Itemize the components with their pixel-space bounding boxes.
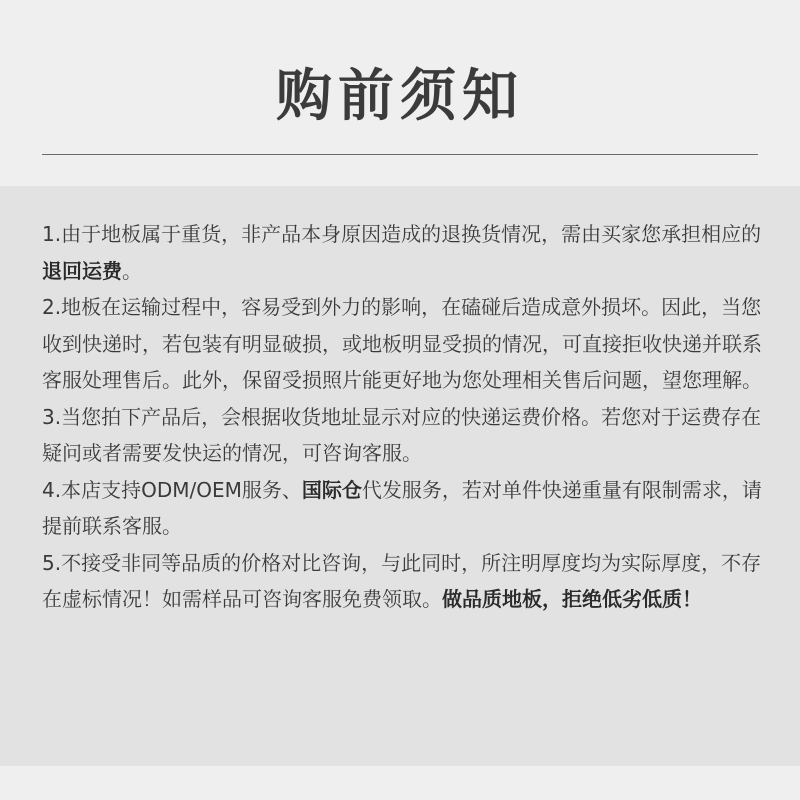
note-text: 3.当您拍下产品后，会根据收货地址显示对应的快递运费价格。若您对于运费存在疑问或者需要发快运的情况，可咨询客服。: [42, 404, 762, 465]
note-text: 4.本店支持ODM/OEM服务、: [42, 477, 302, 502]
note-text: 代发服务，若对单件快递重量有限制需求，请提前联系客服。: [42, 477, 762, 538]
note-emphasis-text: 做品质地板，拒绝低劣低质！: [442, 587, 702, 611]
notes-list: [42, 216, 762, 618]
page-title: 购前须知: [276, 64, 524, 129]
note-item: [42, 545, 762, 618]
note-text: 1.由于地板属于重货，非产品本身原因造成的退换货情况，需由买家您承担相应的: [42, 222, 762, 246]
note-item: [42, 399, 762, 472]
note-text: 。: [122, 258, 142, 283]
note-text: 5.不接受非同等品质的价格对比咨询，与此同时，所注明厚度均为实际厚度，不存在虚标情况！如需样品可咨询客服免费领取。: [42, 550, 762, 611]
note-emphasis-text: 国际仓: [301, 477, 362, 502]
note-item: [42, 289, 762, 399]
title-divider: [42, 154, 758, 155]
note-emphasis-text: 退回运费: [42, 258, 122, 283]
note-text: 2.地板在运输过程中，容易受到外力的影响，在磕碰后造成意外损坏。因此，当您收到快递时，若包装有明显破损，或地板明显受损的情况，可直接拒收快递并联系客服处理售后。此外，保留受损照片能更好地为您处理相关售后问题，望您理解。: [42, 295, 762, 392]
note-item: [42, 216, 762, 289]
notes-panel: [0, 186, 800, 766]
note-item: [42, 472, 762, 545]
